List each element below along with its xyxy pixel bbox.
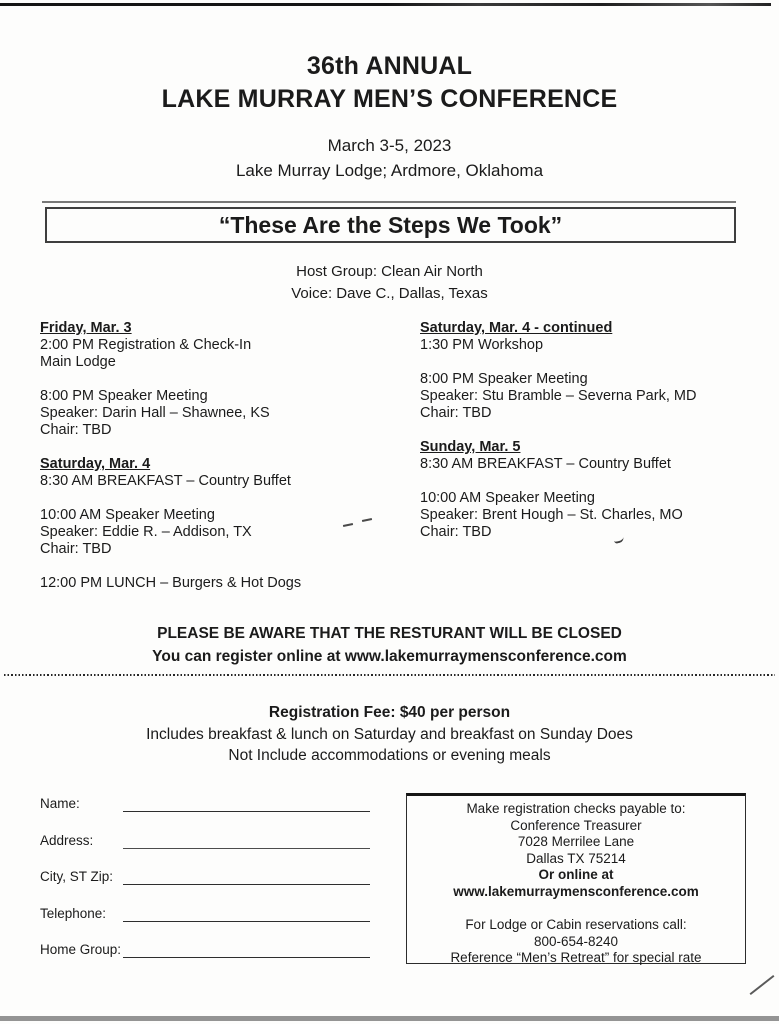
- schedule-line: 1:30 PM Workshop: [420, 337, 544, 353]
- schedule-line: 2:00 PM Registration & Check-In: [40, 337, 252, 353]
- schedule-line: Chair: TBD: [40, 422, 112, 438]
- schedule-event: [420, 490, 765, 541]
- schedule-line: Speaker: Stu Bramble – Severna Park, MD: [420, 388, 697, 404]
- payment-address-street: 7028 Merrilee Lane: [517, 834, 635, 850]
- form-blank-telephone: [123, 908, 370, 922]
- schedule-event: [420, 456, 765, 473]
- pen-mark-corner: [750, 975, 775, 995]
- schedule-heading-sunday: Sunday, Mar. 5: [420, 439, 521, 455]
- payment-payee: Conference Treasurer: [510, 817, 642, 833]
- payment-website-url: www.lakemurraymensconference.com: [453, 883, 699, 899]
- payment-address-city: Dallas TX 75214: [526, 850, 626, 866]
- lodge-reference-line: Reference “Men’s Retreat” for special rate: [450, 950, 702, 966]
- form-row-home-group: [40, 941, 370, 958]
- form-label-address: Address:: [40, 832, 94, 848]
- schedule-line: Speaker: Darin Hall – Shawnee, KS: [40, 405, 270, 421]
- payment-line: Make registration checks payable to:: [466, 801, 686, 816]
- schedule-line: Chair: TBD: [420, 524, 492, 540]
- schedule-line: Chair: TBD: [40, 541, 112, 557]
- schedule-event: [420, 371, 765, 422]
- host-info: [0, 261, 779, 305]
- schedule-line: 8:00 PM Speaker Meeting: [40, 388, 208, 404]
- restaurant-notice-block: [0, 622, 779, 668]
- scan-artifact-top-line: [0, 3, 771, 6]
- schedule-line: 8:30 AM BREAKFAST – Country Buffet: [40, 473, 291, 489]
- schedule-line: 12:00 PM LUNCH – Burgers & Hot Dogs: [40, 575, 302, 591]
- registration-fee-detail-line2: Not Include accommodations or evening meals: [228, 747, 551, 764]
- restaurant-closed-notice: PLEASE BE AWARE THAT THE RESTURANT WILL BE CLOSED: [157, 625, 622, 642]
- theme-title: “These Are the Steps We Took”: [218, 212, 563, 238]
- schedule-line: 8:00 PM Speaker Meeting: [420, 371, 588, 387]
- form-label-city-st-zip: City, ST Zip:: [40, 869, 114, 884]
- lodge-reservation-line: For Lodge or Cabin reservations call:: [465, 917, 687, 933]
- registration-fee-detail-line1: Includes breakfast & lunch on Saturday and breakfast on Sunday Does: [146, 725, 633, 743]
- register-online-notice: You can register online at www.lakemurraymensconference.com: [152, 648, 627, 665]
- registration-fee-block: [0, 702, 779, 767]
- voice-line: Voice: Dave C., Dallas, Texas: [291, 285, 488, 302]
- schedule-line: Main Lodge: [40, 354, 116, 370]
- schedule-heading-saturday: Saturday, Mar. 4: [40, 456, 151, 472]
- scan-artifact-banner-ghost-line: [42, 201, 736, 203]
- form-row-city-st-zip: [40, 868, 370, 885]
- form-blank-name: [123, 798, 370, 812]
- flyer-header: [0, 50, 779, 183]
- form-blank-address: [123, 835, 370, 849]
- schedule-event: [40, 337, 395, 371]
- registration-form: [40, 795, 370, 978]
- schedule-line: Chair: TBD: [420, 405, 492, 421]
- form-label-telephone: Telephone:: [40, 905, 107, 921]
- payment-info-box: [406, 793, 746, 964]
- host-group-line: Host Group: Clean Air North: [296, 263, 483, 280]
- form-label-home-group: Home Group:: [40, 942, 122, 957]
- event-date: March 3-5, 2023: [327, 136, 452, 155]
- schedule-column-right: [420, 320, 765, 558]
- form-row-telephone: [40, 905, 370, 922]
- schedule-line: Speaker: Eddie R. – Addison, TX: [40, 524, 252, 540]
- conference-title-line1: 36th ANNUAL: [306, 52, 473, 80]
- schedule-event: [420, 337, 765, 354]
- schedule-column-left: [40, 320, 395, 609]
- schedule-line: 10:00 AM Speaker Meeting: [40, 507, 215, 523]
- lodge-phone-number: 800-654-8240: [533, 933, 619, 949]
- payment-blank-line: [407, 901, 745, 918]
- conference-title-line2: LAKE MURRAY MEN’S CONFERENCE: [161, 85, 618, 113]
- schedule-line: 10:00 AM Speaker Meeting: [420, 490, 595, 506]
- schedule-event: [40, 473, 395, 490]
- registration-fee-title: Registration Fee: $40 per person: [268, 704, 511, 721]
- theme-banner: [45, 207, 736, 243]
- dotted-divider: [4, 674, 775, 676]
- schedule-line: Speaker: Brent Hough – St. Charles, MO: [420, 507, 683, 523]
- form-row-address: [40, 832, 370, 849]
- form-blank-home-group: [123, 944, 370, 958]
- form-label-name: Name:: [40, 796, 80, 811]
- schedule-heading-friday: Friday, Mar. 3: [40, 320, 132, 336]
- form-blank-city-st-zip: [123, 871, 370, 885]
- form-row-name: [40, 795, 370, 812]
- schedule-heading-saturday-continued: Saturday, Mar. 4 - continued: [420, 320, 613, 336]
- schedule-event: [40, 507, 395, 558]
- schedule-event: [40, 388, 395, 439]
- scan-artifact-bottom-bar: [0, 1016, 779, 1021]
- event-location: Lake Murray Lodge; Ardmore, Oklahoma: [235, 161, 544, 180]
- schedule-line: 8:30 AM BREAKFAST – Country Buffet: [420, 456, 671, 472]
- schedule-event: [40, 575, 395, 592]
- payment-or-online-label: Or online at: [538, 867, 614, 883]
